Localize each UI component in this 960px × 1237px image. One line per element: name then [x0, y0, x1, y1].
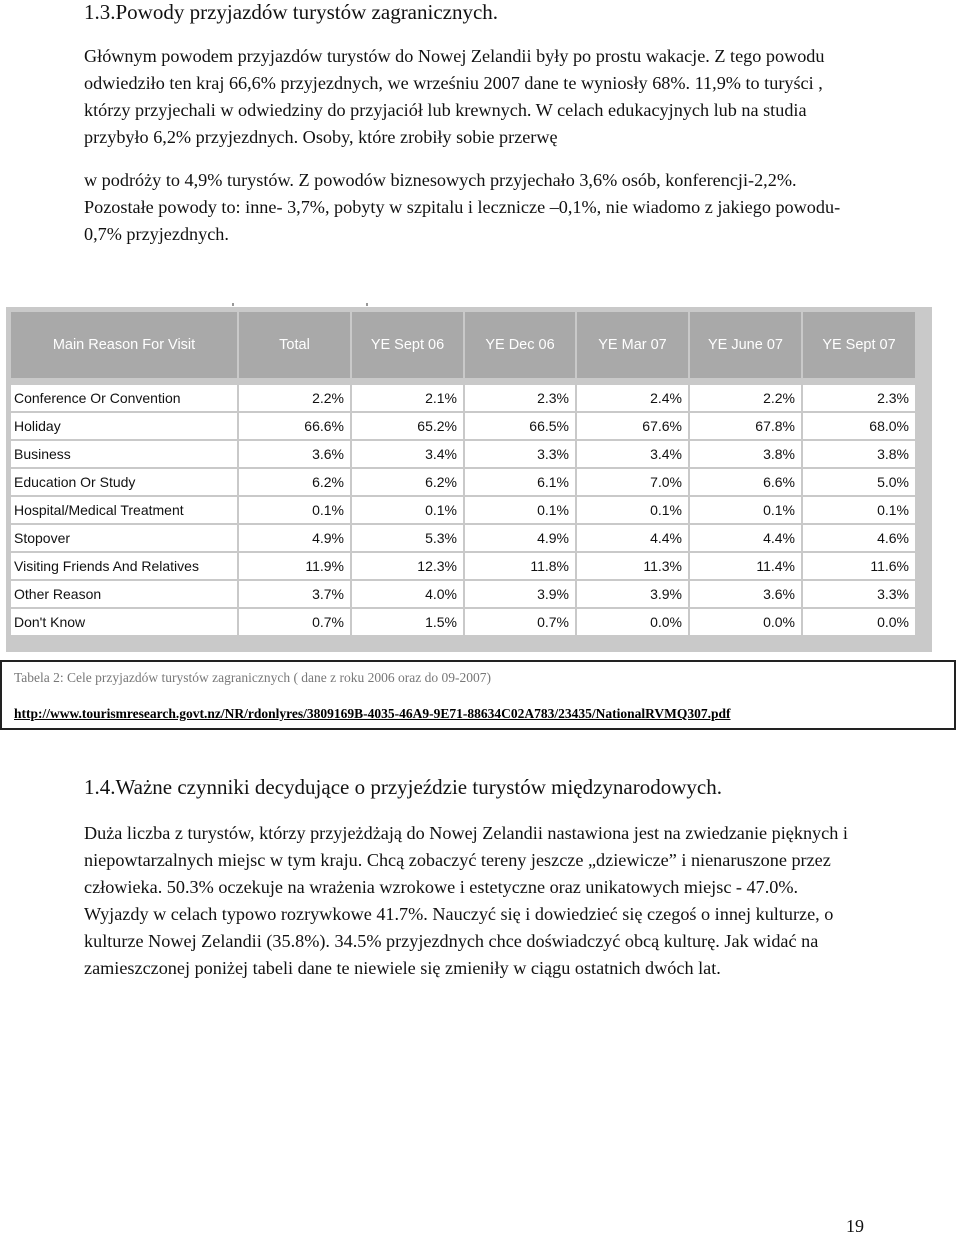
table-cell: 5.0% [803, 469, 915, 495]
table-caption-box [0, 660, 956, 730]
table-cell: 3.3% [803, 581, 915, 607]
table-cell: 3.7% [239, 581, 350, 607]
table-cell: 68.0% [803, 413, 915, 439]
section-heading-reasons: 1.3.Powody przyjazdów turystów zagranicznych. [84, 0, 499, 24]
table-cell: 3.6% [239, 441, 350, 467]
table-cell: 0.1% [577, 497, 688, 523]
factors-paragraph: Duża liczba z turystów, którzy przyjeżdżają do Nowej Zelandii nastawiona jest na zwiedzanie pięknych i niepowtarzalnych miejsc w tym kraju. Chcą zobaczyć tereny jeszcze „dziewicze” i nienaruszone przez człowieka. 50.3% oczekuje na wrażenia wzrokowe i estetyczne oraz unikatowych miejsc - 47.0%. Wyjazdy w celach typowo rozrywkowe 41.7%. Nauczyć się i dowiedzieć się czegoś o innej kulturze, o kulturze Nowej Zelandii (35.8%). 34.5% przyjezdnych chce doświadczyć obcą kulturę. Jak widać na zamieszczonej poniżej tabeli dane te niewiele się zmieniły w ciągu ostatnich dwóch lat. [84, 823, 848, 978]
page-number: 19 [846, 1216, 864, 1236]
table-cell: 0.1% [803, 497, 915, 523]
row-label: Education Or Study [11, 469, 237, 495]
table-cell: 3.8% [690, 441, 801, 467]
row-label: Hospital/Medical Treatment [11, 497, 237, 523]
table-cell: 2.4% [577, 385, 688, 411]
table-cell: 4.4% [690, 525, 801, 551]
table-cell: 1.5% [352, 609, 463, 635]
table-cell: 3.3% [465, 441, 575, 467]
source-link[interactable]: http://www.tourismresearch.govt.nz/NR/rdonlyres/3809169B-4035-46A9-9E71-88634C02A783/23435/NationalRVMQ307.pdf [14, 706, 731, 721]
table-cell: 0.1% [690, 497, 801, 523]
table-cell: 0.1% [465, 497, 575, 523]
table-row [11, 553, 915, 579]
table-cell: 65.2% [352, 413, 463, 439]
table-cell: 11.4% [690, 553, 801, 579]
table-cell: 4.6% [803, 525, 915, 551]
table-row [11, 413, 915, 439]
table-row [11, 385, 915, 411]
table-cell: 0.7% [465, 609, 575, 635]
header-separator [11, 380, 915, 383]
col-header-ye-june-07: YE June 07 [690, 312, 801, 378]
table-cell: 3.9% [465, 581, 575, 607]
table-cell: 6.2% [352, 469, 463, 495]
table-caption: Tabela 2: Cele przyjazdów turystów zagranicznych ( dane z roku 2006 oraz do 09-2007) [14, 670, 492, 685]
table-cell: 0.0% [577, 609, 688, 635]
table-row [11, 581, 915, 607]
row-label: Don't Know [11, 609, 237, 635]
row-label: Visiting Friends And Relatives [11, 553, 237, 579]
table-cell: 4.4% [577, 525, 688, 551]
table-cell: 0.1% [352, 497, 463, 523]
visit-reasons-table [9, 310, 917, 637]
reasons-paragraph-part-a: Głównym powodem przyjazdów turystów do Nowej Zelandii były po prostu wakacje. Z tego powodu odwiedziło ten kraj 66,6% przyjezdnych, we wrześniu 2007 dane te wyniosły 68%. 11,9% to turyści , którzy przyjechali w odwiedziny do przyjaciół lub krewnych. W celach edukacyjnych lub na studia przybyło 6,2% przyjezdnych. Osoby, które zrobiły sobie przerwę [84, 46, 825, 147]
visit-reasons-table-image [6, 307, 932, 652]
table-cell: 3.6% [690, 581, 801, 607]
table-cell: 2.2% [690, 385, 801, 411]
row-label: Conference Or Convention [11, 385, 237, 411]
col-header-reason: Main Reason For Visit [11, 312, 237, 378]
table-cell: 0.0% [690, 609, 801, 635]
reasons-paragraph-part-b: w podróży to 4,9% turystów. Z powodów biznesowych przyjechało 3,6% osób, konferencji-2,2%. Pozostałe powody to: inne- 3,7%, pobyty w szpitalu i lecznicze –0,1%, nie wiadomo z jakiego powodu- 0,7% przyjezdnych. [84, 170, 841, 244]
table-row [11, 469, 915, 495]
table-row [11, 497, 915, 523]
table-cell: 66.5% [465, 413, 575, 439]
table-cell: 11.9% [239, 553, 350, 579]
row-label: Other Reason [11, 581, 237, 607]
scan-artifact [232, 303, 234, 306]
table-cell: 2.3% [803, 385, 915, 411]
section-heading-factors: 1.4.Ważne czynniki decydujące o przyjeździe turystów międzynarodowych. [84, 775, 722, 799]
row-label: Holiday [11, 413, 237, 439]
table-cell: 67.8% [690, 413, 801, 439]
table-cell: 6.1% [465, 469, 575, 495]
row-label: Business [11, 441, 237, 467]
table-cell: 11.6% [803, 553, 915, 579]
table-cell: 5.3% [352, 525, 463, 551]
table-cell: 0.1% [239, 497, 350, 523]
table-header-row [11, 312, 915, 378]
table-cell: 2.3% [465, 385, 575, 411]
table-cell: 66.6% [239, 413, 350, 439]
row-label: Stopover [11, 525, 237, 551]
table-cell: 0.0% [803, 609, 915, 635]
table-cell: 2.2% [239, 385, 350, 411]
col-header-ye-sept-07: YE Sept 07 [803, 312, 915, 378]
table-row [11, 525, 915, 551]
col-header-ye-sept-06: YE Sept 06 [352, 312, 463, 378]
paragraph-gap [84, 151, 866, 167]
table-cell: 7.0% [577, 469, 688, 495]
table-row [11, 441, 915, 467]
col-header-total: Total [239, 312, 350, 378]
table-cell: 4.9% [239, 525, 350, 551]
table-cell: 3.8% [803, 441, 915, 467]
table-cell: 11.8% [465, 553, 575, 579]
table-cell: 67.6% [577, 413, 688, 439]
table-cell: 3.4% [352, 441, 463, 467]
scan-artifact [366, 303, 368, 306]
table-cell: 4.9% [465, 525, 575, 551]
table-cell: 0.7% [239, 609, 350, 635]
table-cell: 2.1% [352, 385, 463, 411]
table-cell: 6.2% [239, 469, 350, 495]
table-cell: 12.3% [352, 553, 463, 579]
col-header-ye-mar-07: YE Mar 07 [577, 312, 688, 378]
reasons-paragraph [84, 43, 866, 248]
col-header-ye-dec-06: YE Dec 06 [465, 312, 575, 378]
table-cell: 11.3% [577, 553, 688, 579]
table-cell: 3.9% [577, 581, 688, 607]
table-row [11, 609, 915, 635]
table-cell: 6.6% [690, 469, 801, 495]
table-cell: 3.4% [577, 441, 688, 467]
table-cell: 4.0% [352, 581, 463, 607]
